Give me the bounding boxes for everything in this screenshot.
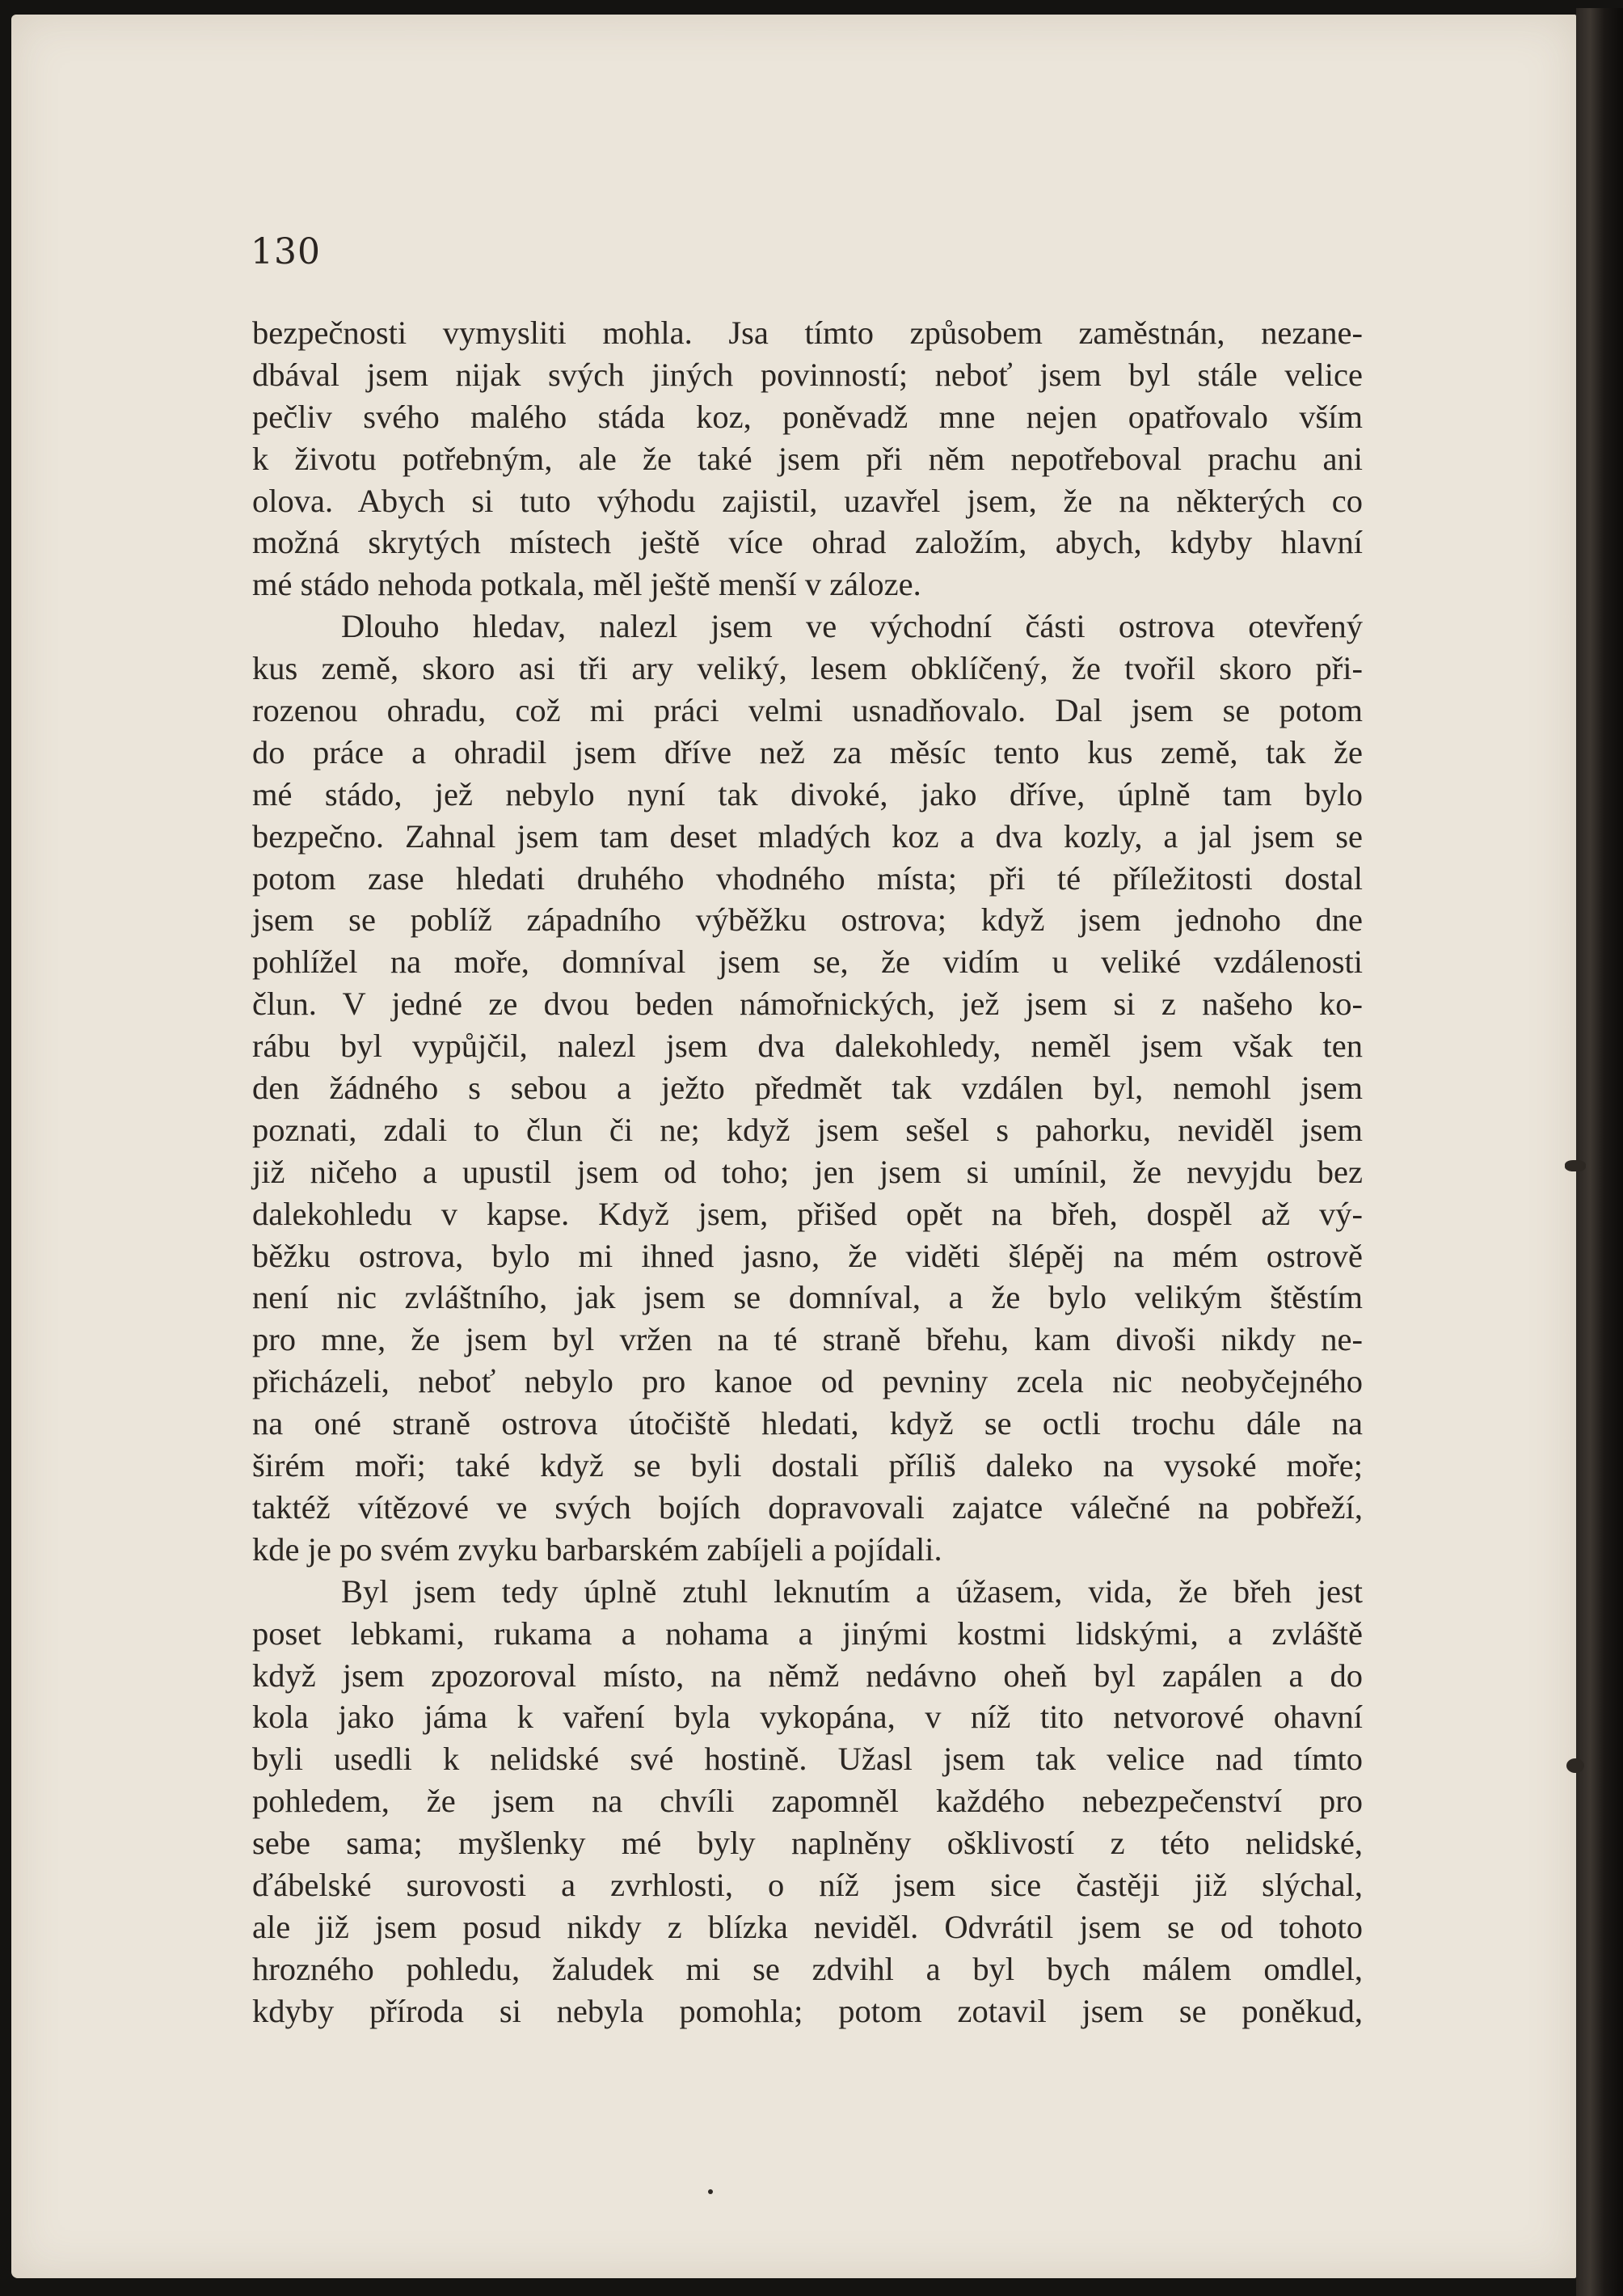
text-line: pohlížel na moře, domníval jsem se, že vidím u veliké vzdálenosti (252, 943, 1363, 981)
text-line: hrozného pohledu, žaludek mi se zdvihl a byl bych málem omdlel, (252, 1950, 1363, 1987)
text-line: jsem se poblíž západního výběžku ostrova; když jsem jednoho dne (252, 901, 1363, 939)
text-line: již ničeho a upustil jsem od toho; jen jsem si umínil, že nevyjdu bez (252, 1153, 1363, 1190)
text-line: kus země, skoro asi tři ary veliký, lesem obklíčený, že tvořil skoro při- (252, 650, 1363, 687)
text-line: olova. Abych si tuto výhodu zajistil, uzavřel jsem, že na některých co (252, 482, 1363, 519)
text-line: bezpečnosti vymysliti mohla. Jsa tímto způsobem zaměstnán, nezane- (252, 314, 1363, 351)
text-line: potom zase hledati druhého vhodného místa; při té příležitosti dostal (252, 859, 1363, 897)
ink-speck (1566, 1758, 1584, 1773)
text-line: na oné straně ostrova útočiště hledati, když se octli trochu dále na (252, 1405, 1363, 1442)
text-line: přicházeli, neboť nebylo pro kanoe od pevniny zcela nic neobyčejného (252, 1363, 1363, 1400)
text-line: běžku ostrova, bylo mi ihned jasno, že viděti šlépěj na mém ostrově (252, 1237, 1363, 1274)
page-number: 130 (251, 231, 321, 272)
text-line: poset lebkami, rukama a nohama a jinými kostmi lidskými, a zvláště (252, 1614, 1363, 1652)
text-line: do práce a ohradil jsem dříve než za měsíc tento kus země, tak že (252, 733, 1363, 770)
text-line: k životu potřebným, ale že také jsem při něm nepotřeboval prachu ani (252, 440, 1363, 477)
text-line: rozenou ohradu, což mi práci velmi usnadňovalo. Dal jsem se potom (252, 692, 1363, 729)
text-line: dbával jsem nijak svých jiných povinností; neboť jsem byl stále velice (252, 356, 1363, 393)
text-line: ďábelské surovosti a zvrhlosti, o níž jsem sice častěji již slýchal, (252, 1866, 1363, 1903)
text-line: kdyby příroda si nebyla pomohla; potom zotavil jsem se poněkud, (252, 1992, 1363, 2029)
text-line: pro mne, že jsem byl vržen na té straně břehu, kam divoši nikdy ne- (252, 1321, 1363, 1358)
text-line: širém moři; také když se byli dostali příliš daleko na vysoké moře; (252, 1447, 1363, 1484)
text-line: Byl jsem tedy úplně ztuhl leknutím a úžasem, vida, že břeh jest (341, 1572, 1363, 1610)
text-line: mé stádo nehoda potkala, měl ještě menší v záloze. (252, 566, 921, 603)
text-line: není nic zvláštního, jak jsem se domníval, a že bylo velikým štěstím (252, 1279, 1363, 1316)
text-line: možná skrytých místech ještě více ohrad založím, abych, kdyby hlavní (252, 524, 1363, 561)
book-page (11, 15, 1576, 2278)
ink-speck (708, 2189, 713, 2194)
text-line: sebe sama; myšlenky mé byly naplněny ošklivostí z této nelidské, (252, 1825, 1363, 1862)
text-line: den žádného s sebou a ježto předmět tak vzdálen byl, nemohl jsem (252, 1070, 1363, 1107)
text-line: byli usedli k nelidské své hostině. Užasl jsem tak velice nad tímto (252, 1741, 1363, 1778)
body-text (252, 312, 1363, 2032)
text-line: poznati, zdali to člun či ne; když jsem sešel s pahorku, neviděl jsem (252, 1111, 1363, 1148)
text-line: taktéž vítězové ve svých bojích dopravovali zajatce válečné na pobřeží, (252, 1488, 1363, 1526)
text-line: kde je po svém zvyku barbarském zabíjeli a pojídali. (252, 1530, 942, 1568)
text-line: bezpečno. Zahnal jsem tam deset mladých koz a dva kozly, a jal jsem se (252, 817, 1363, 855)
ink-speck (1565, 1160, 1586, 1171)
book-spine-edge (1576, 8, 1623, 2296)
text-line: pečliv svého malého stáda koz, poněvadž mne nejen opatřovalo vším (252, 398, 1363, 435)
text-line: když jsem zpozoroval místo, na němž nedávno oheň byl zapálen a do (252, 1657, 1363, 1694)
text-line: rábu byl vypůjčil, nalezl jsem dva dalekohledy, neměl jsem však ten (252, 1028, 1363, 1065)
text-line: pohledem, že jsem na chvíli zapomněl každého nebezpečenství pro (252, 1783, 1363, 1820)
text-line: mé stádo, jež nebylo nyní tak divoké, jako dříve, úplně tam bylo (252, 775, 1363, 812)
text-line: člun. V jedné ze dvou beden námořnických, jež jsem si z našeho ko- (252, 986, 1363, 1023)
text-line: dalekohledu v kapse. Když jsem, přišed opět na břeh, dospěl až vý- (252, 1195, 1363, 1232)
text-line: Dlouho hledav, nalezl jsem ve východní části ostrova otevřený (341, 608, 1363, 645)
text-line: kola jako jáma k vaření byla vykopána, v níž tito netvorové ohavní (252, 1699, 1363, 1736)
text-line: ale již jsem posud nikdy z blízka neviděl. Odvrátil jsem se od tohoto (252, 1908, 1363, 1945)
